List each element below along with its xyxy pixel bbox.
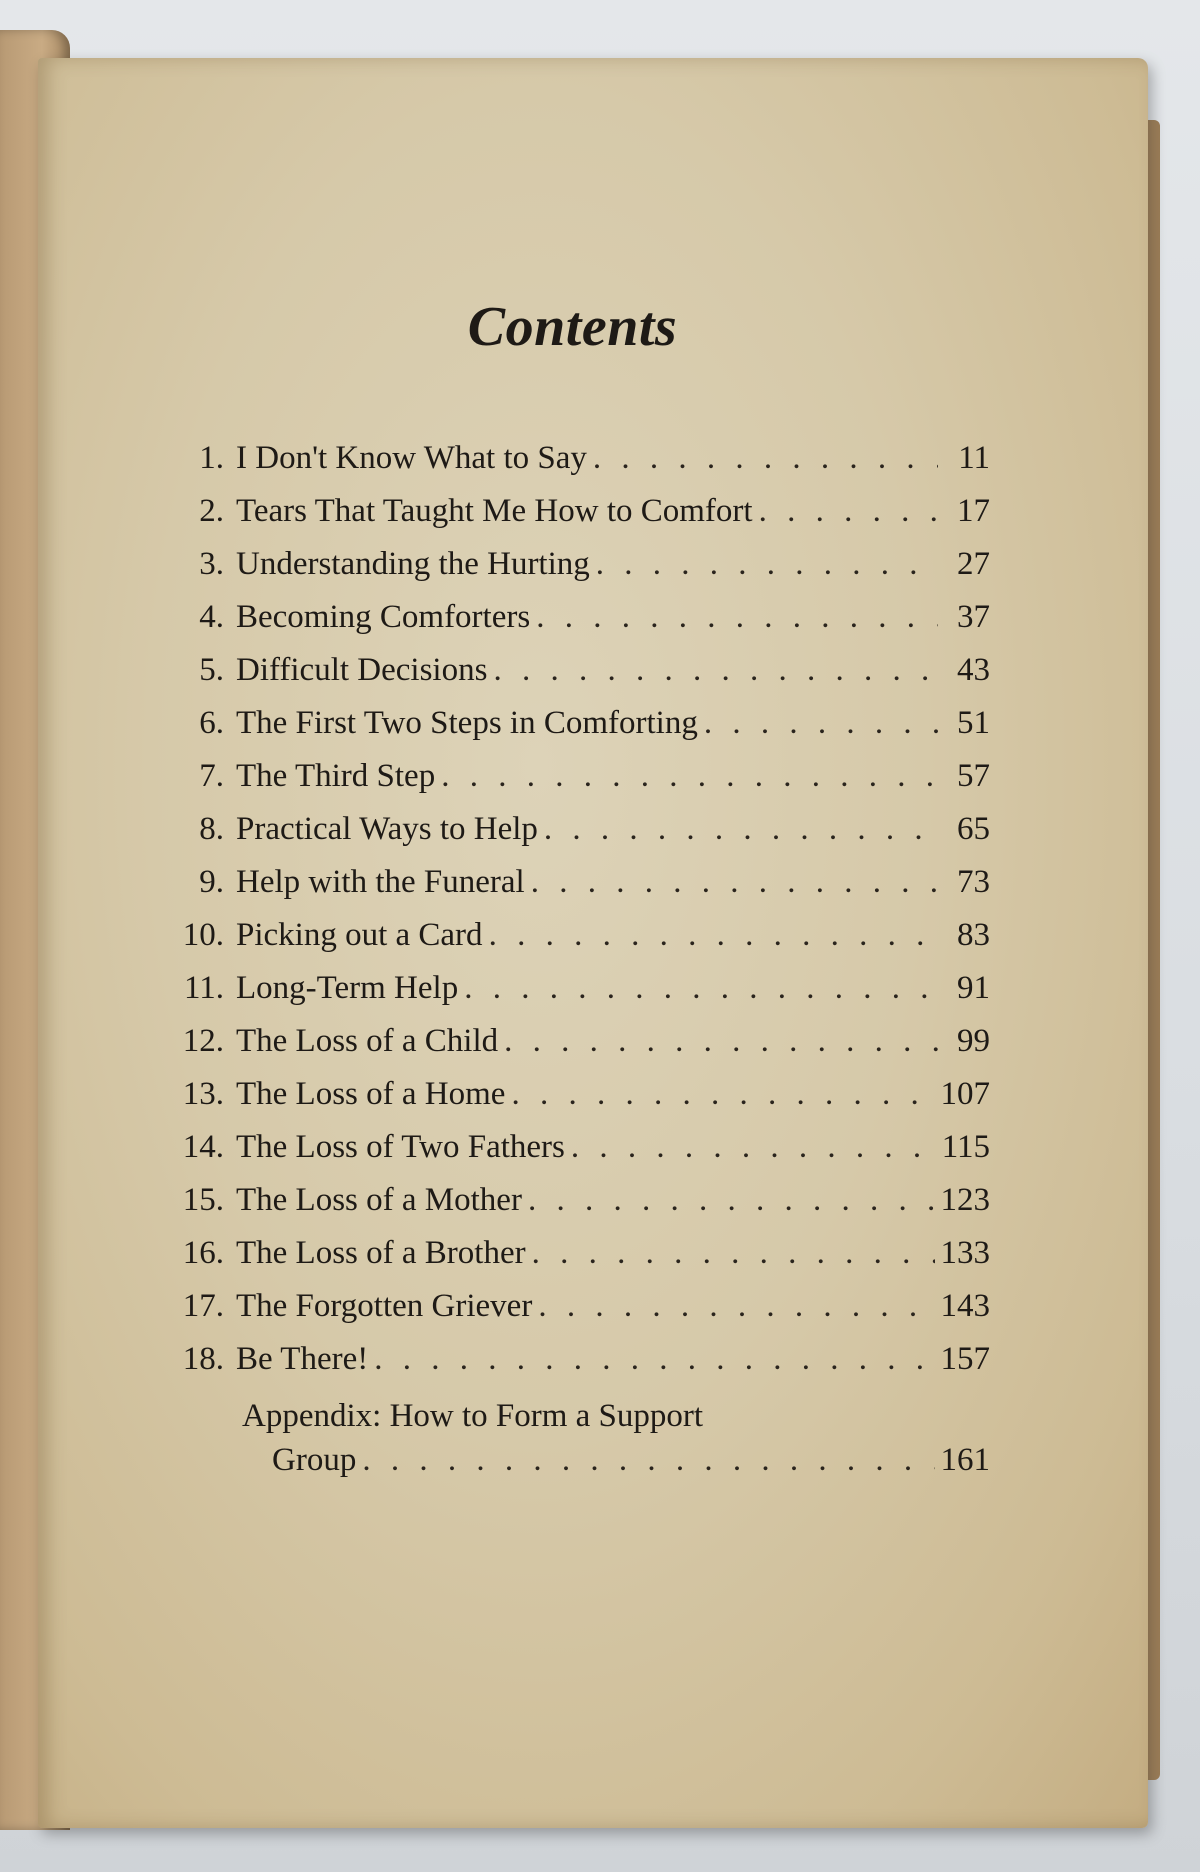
chapter-title: Help with the Funeral: [236, 864, 525, 900]
chapter-title: Understanding the Hurting: [236, 546, 590, 582]
appendix-title-line2-row: [242, 1442, 990, 1488]
dot-leader: [493, 652, 938, 689]
toc-entry: [170, 917, 990, 970]
dot-leader: [759, 493, 938, 530]
chapter-number: 8.: [199, 811, 224, 847]
chapter-number: 4.: [199, 599, 224, 635]
dot-leader: [536, 599, 938, 636]
page-number: 115: [941, 1129, 990, 1165]
page-number: 27: [957, 546, 990, 582]
chapter-title: The Loss of a Mother: [236, 1182, 522, 1218]
page-number: 51: [957, 705, 990, 741]
chapter-title: Practical Ways to Help: [236, 811, 538, 847]
chapter-title: The Third Step: [236, 758, 436, 794]
dot-leader: [544, 811, 938, 848]
dot-leader: [593, 440, 938, 477]
chapter-number: 17.: [182, 1288, 224, 1324]
toc-entry: [170, 1235, 990, 1288]
chapter-title: The Forgotten Griever: [236, 1288, 533, 1324]
page-number: 143: [940, 1288, 990, 1324]
chapter-number: 5.: [199, 652, 224, 688]
dot-leader: [538, 1288, 934, 1325]
toc-entry: [170, 970, 990, 1023]
page-number: 11: [958, 440, 990, 476]
dot-leader: [504, 1023, 938, 1060]
chapter-title: Difficult Decisions: [236, 652, 488, 688]
chapter-number: 11.: [183, 970, 224, 1006]
dot-leader: [441, 758, 938, 795]
toc-entry: [170, 1129, 990, 1182]
toc-entry: [170, 1182, 990, 1235]
chapter-title: Tears That Taught Me How to Comfort: [236, 493, 753, 529]
dot-leader: [531, 864, 938, 901]
chapter-number: 9.: [199, 864, 224, 900]
chapter-title: The Loss of Two Fathers: [236, 1129, 565, 1165]
toc-entry: [170, 652, 990, 705]
page-number: 57: [957, 758, 990, 794]
dot-leader: [511, 1076, 934, 1113]
toc-appendix-entry: [170, 1398, 990, 1488]
chapter-title: Picking out a Card: [236, 917, 483, 953]
toc-entry: [170, 1023, 990, 1076]
dot-leader: [489, 917, 938, 954]
toc-entry: [170, 1076, 990, 1129]
chapter-number: 1.: [199, 440, 224, 476]
chapter-number: 7.: [199, 758, 224, 794]
chapter-number: 10.: [182, 917, 224, 953]
chapter-title: The Loss of a Brother: [236, 1235, 526, 1271]
toc-entries: [170, 440, 990, 1394]
toc-entry: [170, 440, 990, 493]
appendix-title-line2: Group: [272, 1442, 357, 1478]
page-title: Contents: [467, 296, 678, 358]
toc-entry: [170, 811, 990, 864]
page-number: 91: [957, 970, 990, 1006]
chapter-number: 15.: [182, 1182, 224, 1218]
table-of-contents: [170, 440, 990, 1488]
toc-entry: [170, 1288, 990, 1341]
dot-leader: [374, 1341, 934, 1378]
page-number: 65: [957, 811, 990, 847]
toc-entry: [170, 705, 990, 758]
chapter-title: I Don't Know What to Say: [236, 440, 587, 476]
dot-leader: [571, 1129, 936, 1166]
chapter-number: 16.: [182, 1235, 224, 1271]
page-number: 107: [940, 1076, 990, 1112]
chapter-number: 2.: [199, 493, 224, 529]
toc-entry: [170, 1341, 990, 1394]
toc-entry: [170, 864, 990, 917]
chapter-title: The First Two Steps in Comforting: [236, 705, 698, 741]
chapter-number: 3.: [199, 546, 224, 582]
chapter-number: 13.: [182, 1076, 224, 1112]
toc-entry: [170, 599, 990, 652]
dot-leader: [596, 546, 938, 583]
toc-entry: [170, 758, 990, 811]
page-number: 133: [940, 1235, 990, 1271]
appendix-page-number: 161: [940, 1442, 990, 1478]
page-number: 43: [957, 652, 990, 688]
dot-leader: [362, 1442, 934, 1479]
page-number: 123: [940, 1182, 990, 1218]
dot-leader: [704, 705, 938, 742]
chapter-title: Long-Term Help: [236, 970, 459, 1006]
dot-leader: [464, 970, 938, 1007]
chapter-number: 18.: [182, 1341, 224, 1377]
dot-leader: [528, 1182, 935, 1219]
chapter-title: Be There!: [236, 1341, 369, 1377]
page-number: 83: [957, 917, 990, 953]
chapter-title: Becoming Comforters: [236, 599, 531, 635]
appendix-title-line1: Appendix: How to Form a Support: [242, 1398, 704, 1434]
toc-entry: [170, 493, 990, 546]
chapter-title: The Loss of a Child: [236, 1023, 499, 1059]
page-number: 99: [957, 1023, 990, 1059]
page-number: 17: [957, 493, 990, 529]
dot-leader: [532, 1235, 935, 1272]
chapter-title: The Loss of a Home: [236, 1076, 506, 1112]
page-number: 73: [957, 864, 990, 900]
page-number: 37: [957, 599, 990, 635]
page-number: 157: [940, 1341, 990, 1377]
chapter-number: 14.: [182, 1129, 224, 1165]
chapter-number: 6.: [199, 705, 224, 741]
toc-entry: [170, 546, 990, 599]
chapter-number: 12.: [182, 1023, 224, 1059]
